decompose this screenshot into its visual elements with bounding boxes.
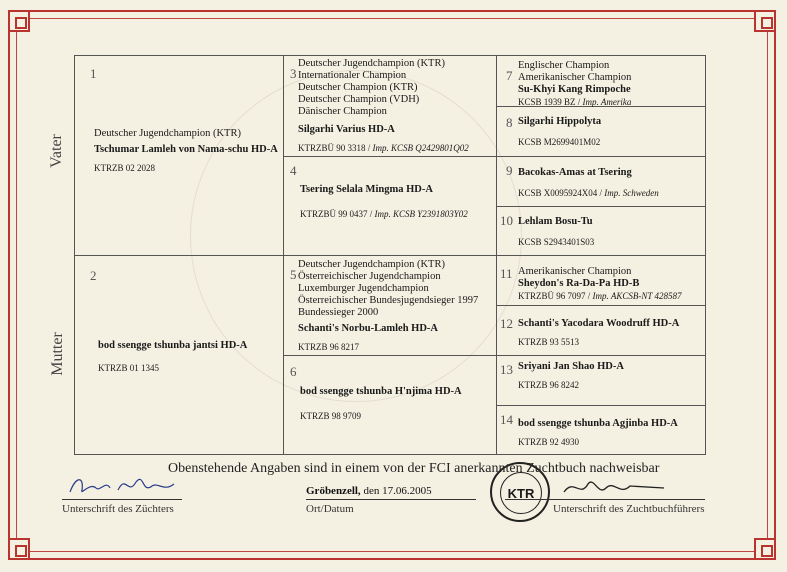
ancestor-5: [298, 259, 498, 353]
grid-divider: [283, 156, 496, 157]
registrar-signature: [560, 474, 670, 502]
title-line: Deutscher Champion (KTR): [298, 82, 418, 93]
dog-name: Su-Khyi Kang Rimpoche: [518, 84, 631, 95]
dog-name: Schanti's Yacodara Woodruff HD-A: [518, 318, 680, 329]
title-line: Internationaler Champion: [298, 70, 407, 81]
grid-divider: [496, 355, 705, 356]
date: den 17.06.2005: [360, 485, 432, 497]
registration: KTRZBÜ 96 7097 /: [518, 291, 593, 301]
title-line: Amerikanischer Champion: [518, 72, 632, 83]
ktr-official-stamp: [490, 462, 550, 522]
dog-name: Silgarhi Hippolyta: [518, 116, 602, 127]
dog-name: Sriyani Jan Shao HD-A: [518, 361, 624, 372]
cell-number: 1: [90, 66, 97, 81]
title-line: Deutscher Jugendchampion (KTR): [298, 58, 445, 69]
grid-divider: [283, 355, 496, 356]
dog-name: Sheydon's Ra-Da-Pa HD-B: [518, 278, 640, 289]
place-date: [306, 485, 432, 497]
registration: KCSB M2699401M02: [518, 137, 601, 147]
place-date-line: [306, 499, 476, 500]
grid-divider: [496, 206, 705, 207]
dog-name: Schanti's Norbu-Lamleh HD-A: [298, 323, 439, 334]
cell-number: 9: [506, 163, 513, 178]
ancestor-10: [518, 216, 703, 248]
registration: KTRZB 98 9709: [300, 411, 362, 421]
ancestor-11: [518, 266, 703, 302]
cell-number: 5: [290, 267, 297, 282]
title-line: Deutscher Jugendchampion (KTR): [94, 128, 241, 139]
ancestor-1: [94, 128, 284, 174]
corner-ornament-tl: [8, 10, 30, 32]
cell-number: 13: [500, 362, 513, 377]
corner-ornament-bl: [8, 538, 30, 560]
title-line: Deutscher Jugendchampion (KTR): [298, 259, 445, 270]
registration: KTRZBÜ 90 3318 /: [298, 143, 373, 153]
cell-number: 10: [500, 213, 513, 228]
registration: KTRZB 02 2028: [94, 163, 156, 173]
registrar-signature-label: Unterschrift des Zuchtbuchführers: [553, 503, 705, 515]
ancestor-7: [518, 60, 703, 108]
ancestor-3: [298, 58, 498, 154]
title-line: Dänischer Champion: [298, 106, 387, 117]
ancestor-2: [98, 340, 288, 374]
dog-name: bod ssengge tshunba H'njima HD-A: [300, 386, 462, 397]
place-date-label: Ort/Datum: [306, 503, 354, 515]
dog-name: Lehlam Bosu-Tu: [518, 216, 593, 227]
import-info: Imp. Schweden: [604, 188, 659, 198]
place: Gröbenzell,: [306, 485, 361, 497]
stamp-logo: KTR: [500, 472, 542, 514]
ancestor-8: [518, 116, 703, 148]
grid-divider: [75, 255, 705, 256]
registration: KTRZB 96 8217: [298, 342, 360, 352]
ancestor-14: [518, 418, 703, 448]
ancestor-13: [518, 361, 703, 391]
registration: KCSB 1939 BZ /: [518, 97, 583, 107]
grid-divider: [496, 305, 705, 306]
registration: KCSB S2943401S03: [518, 237, 595, 247]
ancestor-12: [518, 318, 703, 348]
cell-number: 7: [506, 68, 513, 83]
cell-number: 14: [500, 412, 513, 427]
corner-ornament-tr: [754, 10, 776, 32]
cell-number: 2: [90, 268, 97, 283]
registrar-signature-line: [505, 499, 705, 500]
cell-number: 12: [500, 316, 513, 331]
import-info: Imp. AKCSB-NT 428587: [592, 291, 682, 301]
ancestor-9: [518, 167, 703, 199]
dog-name: Tsering Selala Mingma HD-A: [300, 184, 433, 195]
import-info: Imp. KCSB Y2391803Y02: [374, 209, 468, 219]
dog-name: Tschumar Lamleh von Nama-schu HD-A: [94, 144, 278, 155]
mother-side-label: Mutter: [48, 332, 66, 376]
dog-name: Bacokas-Amas at Tsering: [518, 167, 632, 178]
cell-number: 11: [500, 266, 513, 281]
cell-number: 3: [290, 66, 297, 81]
dog-name: bod ssengge tshunba Agjinba HD-A: [518, 418, 678, 429]
import-info: Imp. Amerika: [582, 97, 632, 107]
title-line: Luxemburger Jugendchampion: [298, 283, 429, 294]
cell-number: 6: [290, 364, 297, 379]
title-line: Österreichischer Bundesjugendsieger 1997: [298, 295, 479, 306]
grid-divider: [496, 405, 705, 406]
registration: KTRZBÜ 99 0437 /: [300, 209, 375, 219]
registration: KTRZB 93 5513: [518, 337, 580, 347]
title-line: Deutscher Champion (VDH): [298, 94, 420, 105]
import-info: Imp. KCSB Q2429801Q02: [372, 143, 469, 153]
title-line: Amerikanischer Champion: [518, 266, 632, 277]
registration: KCSB X0095924X04 /: [518, 188, 605, 198]
title-line: Englischer Champion: [518, 60, 610, 71]
father-side-label: Vater: [47, 134, 65, 168]
grid-divider: [496, 156, 705, 157]
cell-number: 8: [506, 115, 513, 130]
breeder-signature-label: Unterschrift des Züchters: [62, 503, 174, 515]
breeder-signature-line: [62, 499, 182, 500]
registration: KTRZB 96 8242: [518, 380, 580, 390]
title-line: Bundessieger 2000: [298, 307, 379, 318]
dog-name: Silgarhi Varius HD-A: [298, 124, 395, 135]
ancestor-4: [300, 184, 500, 220]
breeder-signature: [66, 470, 186, 500]
corner-ornament-br: [754, 538, 776, 560]
dog-name: bod ssengge tshunba jantsi HD-A: [98, 340, 248, 351]
fci-statement: Obenstehende Angaben sind in einem von der FCI anerkannten Zuchtbuch nachweisbar: [168, 461, 660, 476]
cell-number: 4: [290, 163, 297, 178]
title-line: Österreichischer Jugendchampion: [298, 271, 441, 282]
ancestor-6: [300, 386, 500, 422]
registration: KTRZB 01 1345: [98, 363, 160, 373]
registration: KTRZB 92 4930: [518, 437, 580, 447]
